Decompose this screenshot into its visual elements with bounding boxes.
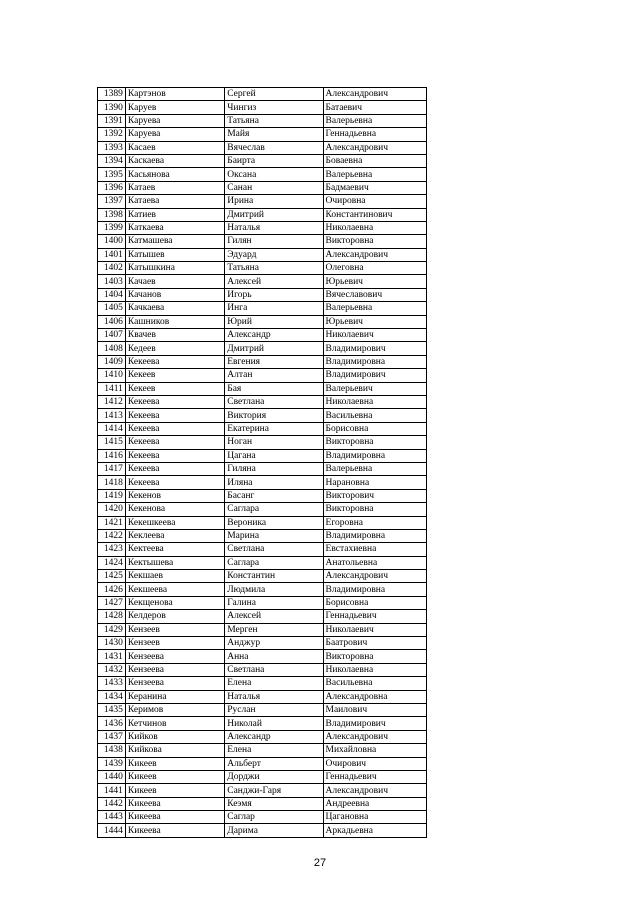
first-name-cell: Руслан	[225, 703, 323, 716]
table-row	[98, 583, 427, 596]
row-number-cell: 1410	[98, 369, 126, 382]
first-name-cell: Дарима	[225, 824, 323, 837]
first-name-cell: Альберт	[225, 757, 323, 770]
row-number-cell: 1439	[98, 757, 126, 770]
row-number-cell: 1432	[98, 663, 126, 676]
row-number-cell: 1406	[98, 315, 126, 328]
table-row	[98, 181, 427, 194]
first-name-cell: Людмила	[225, 583, 323, 596]
table-row	[98, 824, 427, 837]
row-number-cell: 1430	[98, 637, 126, 650]
name-list-body	[98, 88, 427, 838]
row-number-cell: 1436	[98, 717, 126, 730]
table-row	[98, 329, 427, 342]
patronymic-cell: Владимирович	[323, 342, 426, 355]
patronymic-cell: Нарановна	[323, 476, 426, 489]
row-number-cell: 1415	[98, 436, 126, 449]
patronymic-cell: Викторовна	[323, 650, 426, 663]
table-row	[98, 744, 427, 757]
last-name-cell: Кетчинов	[125, 717, 224, 730]
patronymic-cell: Александрович	[323, 141, 426, 154]
first-name-cell: Елена	[225, 744, 323, 757]
last-name-cell: Кикеева	[125, 797, 224, 810]
patronymic-cell: Александрович	[323, 570, 426, 583]
row-number-cell: 1408	[98, 342, 126, 355]
table-row	[98, 489, 427, 502]
last-name-cell: Катаев	[125, 181, 224, 194]
first-name-cell: Цагана	[225, 449, 323, 462]
first-name-cell: Кеэмя	[225, 797, 323, 810]
patronymic-cell: Александрович	[323, 88, 426, 101]
last-name-cell: Кензеев	[125, 637, 224, 650]
patronymic-cell: Егоровна	[323, 516, 426, 529]
patronymic-cell: Батаевич	[323, 101, 426, 114]
last-name-cell: Кеклеева	[125, 529, 224, 542]
last-name-cell: Катиев	[125, 208, 224, 221]
first-name-cell: Алексей	[225, 275, 323, 288]
last-name-cell: Кекенова	[125, 503, 224, 516]
table-row	[98, 288, 427, 301]
patronymic-cell: Геннадьевич	[323, 610, 426, 623]
table-row	[98, 770, 427, 783]
last-name-cell: Кекеева	[125, 395, 224, 408]
patronymic-cell: Борисовна	[323, 596, 426, 609]
row-number-cell: 1433	[98, 677, 126, 690]
table-row	[98, 395, 427, 408]
table-row	[98, 663, 427, 676]
patronymic-cell: Владимировна	[323, 449, 426, 462]
table-row	[98, 449, 427, 462]
patronymic-cell: Бадмаевич	[323, 181, 426, 194]
row-number-cell: 1400	[98, 235, 126, 248]
last-name-cell: Кекеева	[125, 436, 224, 449]
first-name-cell: Ноган	[225, 436, 323, 449]
first-name-cell: Дорджи	[225, 770, 323, 783]
last-name-cell: Керимов	[125, 703, 224, 716]
patronymic-cell: Константинович	[323, 208, 426, 221]
last-name-cell: Каруев	[125, 101, 224, 114]
last-name-cell: Качанов	[125, 288, 224, 301]
last-name-cell: Кекенов	[125, 489, 224, 502]
last-name-cell: Кашников	[125, 315, 224, 328]
table-row	[98, 503, 427, 516]
table-row	[98, 409, 427, 422]
first-name-cell: Майя	[225, 128, 323, 141]
first-name-cell: Татьяна	[225, 262, 323, 275]
patronymic-cell: Михайловна	[323, 744, 426, 757]
last-name-cell: Кикеева	[125, 811, 224, 824]
first-name-cell: Дмитрий	[225, 208, 323, 221]
row-number-cell: 1402	[98, 262, 126, 275]
row-number-cell: 1427	[98, 596, 126, 609]
first-name-cell: Анна	[225, 650, 323, 663]
last-name-cell: Каруева	[125, 114, 224, 127]
table-row	[98, 195, 427, 208]
row-number-cell: 1434	[98, 690, 126, 703]
table-row	[98, 637, 427, 650]
row-number-cell: 1393	[98, 141, 126, 154]
last-name-cell: Кикеева	[125, 824, 224, 837]
first-name-cell: Гиляна	[225, 462, 323, 475]
last-name-cell: Кектеева	[125, 543, 224, 556]
row-number-cell: 1425	[98, 570, 126, 583]
last-name-cell: Касьянова	[125, 168, 224, 181]
last-name-cell: Кекеева	[125, 462, 224, 475]
patronymic-cell: Баатрович	[323, 637, 426, 650]
first-name-cell: Басанг	[225, 489, 323, 502]
patronymic-cell: Викторовна	[323, 503, 426, 516]
table-row	[98, 610, 427, 623]
patronymic-cell: Валерьевна	[323, 114, 426, 127]
last-name-cell: Касаев	[125, 141, 224, 154]
first-name-cell: Наталья	[225, 221, 323, 234]
last-name-cell: Кекшаев	[125, 570, 224, 583]
patronymic-cell: Геннадьевич	[323, 770, 426, 783]
last-name-cell: Квачев	[125, 329, 224, 342]
row-number-cell: 1422	[98, 529, 126, 542]
row-number-cell: 1413	[98, 409, 126, 422]
row-number-cell: 1444	[98, 824, 126, 837]
first-name-cell: Инга	[225, 302, 323, 315]
table-row	[98, 529, 427, 542]
patronymic-cell: Боваевна	[323, 154, 426, 167]
patronymic-cell: Николаевна	[323, 395, 426, 408]
patronymic-cell: Олеговна	[323, 262, 426, 275]
last-name-cell: Кензеев	[125, 623, 224, 636]
patronymic-cell: Владимировна	[323, 355, 426, 368]
table-row	[98, 757, 427, 770]
row-number-cell: 1412	[98, 395, 126, 408]
first-name-cell: Вероника	[225, 516, 323, 529]
patronymic-cell: Евстахиевна	[323, 543, 426, 556]
row-number-cell: 1394	[98, 154, 126, 167]
table-row	[98, 382, 427, 395]
patronymic-cell: Вячеславович	[323, 288, 426, 301]
first-name-cell: Саглар	[225, 811, 323, 824]
patronymic-cell: Борисовна	[323, 422, 426, 435]
row-number-cell: 1419	[98, 489, 126, 502]
table-row	[98, 677, 427, 690]
last-name-cell: Кекеева	[125, 422, 224, 435]
patronymic-cell: Маилович	[323, 703, 426, 716]
row-number-cell: 1392	[98, 128, 126, 141]
last-name-cell: Кензеева	[125, 650, 224, 663]
first-name-cell: Дмитрий	[225, 342, 323, 355]
row-number-cell: 1395	[98, 168, 126, 181]
last-name-cell: Катышкина	[125, 262, 224, 275]
table-row	[98, 208, 427, 221]
last-name-cell: Кекеева	[125, 476, 224, 489]
first-name-cell: Юрий	[225, 315, 323, 328]
last-name-cell: Каскаева	[125, 154, 224, 167]
table-row	[98, 168, 427, 181]
patronymic-cell: Андреевна	[323, 797, 426, 810]
patronymic-cell: Анатольевна	[323, 556, 426, 569]
last-name-cell: Катмашева	[125, 235, 224, 248]
patronymic-cell: Юрьевич	[323, 315, 426, 328]
patronymic-cell: Васильевна	[323, 409, 426, 422]
row-number-cell: 1421	[98, 516, 126, 529]
last-name-cell: Кикеев	[125, 784, 224, 797]
patronymic-cell: Александрович	[323, 248, 426, 261]
patronymic-cell: Владимировна	[323, 529, 426, 542]
row-number-cell: 1403	[98, 275, 126, 288]
row-number-cell: 1440	[98, 770, 126, 783]
last-name-cell: Качаев	[125, 275, 224, 288]
first-name-cell: Гилян	[225, 235, 323, 248]
table-row	[98, 543, 427, 556]
first-name-cell: Евгения	[225, 355, 323, 368]
row-number-cell: 1442	[98, 797, 126, 810]
table-row	[98, 797, 427, 810]
first-name-cell: Константин	[225, 570, 323, 583]
table-row	[98, 462, 427, 475]
patronymic-cell: Юрьевич	[323, 275, 426, 288]
first-name-cell: Алексей	[225, 610, 323, 623]
first-name-cell: Вячеслав	[225, 141, 323, 154]
table-row	[98, 154, 427, 167]
row-number-cell: 1404	[98, 288, 126, 301]
last-name-cell: Кикеев	[125, 770, 224, 783]
first-name-cell: Наталья	[225, 690, 323, 703]
first-name-cell: Николай	[225, 717, 323, 730]
patronymic-cell: Аркадьевна	[323, 824, 426, 837]
table-row	[98, 422, 427, 435]
table-row	[98, 556, 427, 569]
table-row	[98, 717, 427, 730]
first-name-cell: Мерген	[225, 623, 323, 636]
first-name-cell: Светлана	[225, 543, 323, 556]
row-number-cell: 1428	[98, 610, 126, 623]
first-name-cell: Иляна	[225, 476, 323, 489]
row-number-cell: 1416	[98, 449, 126, 462]
last-name-cell: Кекщенова	[125, 596, 224, 609]
patronymic-cell: Александровна	[323, 690, 426, 703]
patronymic-cell: Валерьевич	[323, 382, 426, 395]
last-name-cell: Келдеров	[125, 610, 224, 623]
last-name-cell: Кекеева	[125, 355, 224, 368]
last-name-cell: Кекешкеева	[125, 516, 224, 529]
row-number-cell: 1429	[98, 623, 126, 636]
table-row	[98, 811, 427, 824]
first-name-cell: Ирина	[225, 195, 323, 208]
table-row	[98, 128, 427, 141]
last-name-cell: Каруева	[125, 128, 224, 141]
patronymic-cell: Валерьевна	[323, 462, 426, 475]
row-number-cell: 1391	[98, 114, 126, 127]
last-name-cell: Кедеев	[125, 342, 224, 355]
first-name-cell: Елена	[225, 677, 323, 690]
first-name-cell: Санджи-Гаря	[225, 784, 323, 797]
first-name-cell: Баирта	[225, 154, 323, 167]
table-row	[98, 436, 427, 449]
first-name-cell: Александр	[225, 730, 323, 743]
table-row	[98, 248, 427, 261]
patronymic-cell: Васильевна	[323, 677, 426, 690]
row-number-cell: 1398	[98, 208, 126, 221]
row-number-cell: 1405	[98, 302, 126, 315]
patronymic-cell: Очировна	[323, 195, 426, 208]
first-name-cell: Марина	[225, 529, 323, 542]
last-name-cell: Кензеева	[125, 663, 224, 676]
first-name-cell: Бая	[225, 382, 323, 395]
last-name-cell: Качкаева	[125, 302, 224, 315]
first-name-cell: Оксана	[225, 168, 323, 181]
last-name-cell: Кекшеева	[125, 583, 224, 596]
patronymic-cell: Николаевна	[323, 663, 426, 676]
table-row	[98, 476, 427, 489]
table-row	[98, 315, 427, 328]
patronymic-cell: Викторович	[323, 489, 426, 502]
row-number-cell: 1390	[98, 101, 126, 114]
row-number-cell: 1435	[98, 703, 126, 716]
last-name-cell: Кийков	[125, 730, 224, 743]
row-number-cell: 1420	[98, 503, 126, 516]
table-row	[98, 650, 427, 663]
last-name-cell: Каткаева	[125, 221, 224, 234]
patronymic-cell: Николаевич	[323, 623, 426, 636]
table-row	[98, 690, 427, 703]
row-number-cell: 1431	[98, 650, 126, 663]
row-number-cell: 1423	[98, 543, 126, 556]
table-row	[98, 369, 427, 382]
table-row	[98, 262, 427, 275]
first-name-cell: Игорь	[225, 288, 323, 301]
first-name-cell: Саглара	[225, 556, 323, 569]
patronymic-cell: Владимирович	[323, 369, 426, 382]
first-name-cell: Сергей	[225, 88, 323, 101]
table-row	[98, 101, 427, 114]
table-row	[98, 730, 427, 743]
table-row	[98, 342, 427, 355]
table-row	[98, 596, 427, 609]
row-number-cell: 1441	[98, 784, 126, 797]
last-name-cell: Кикеев	[125, 757, 224, 770]
last-name-cell: Керанина	[125, 690, 224, 703]
first-name-cell: Чингиз	[225, 101, 323, 114]
row-number-cell: 1437	[98, 730, 126, 743]
patronymic-cell: Цагановна	[323, 811, 426, 824]
table-row	[98, 703, 427, 716]
table-row	[98, 88, 427, 101]
row-number-cell: 1401	[98, 248, 126, 261]
first-name-cell: Светлана	[225, 663, 323, 676]
last-name-cell: Кензеева	[125, 677, 224, 690]
table-row	[98, 302, 427, 315]
first-name-cell: Анджур	[225, 637, 323, 650]
first-name-cell: Татьяна	[225, 114, 323, 127]
first-name-cell: Алтан	[225, 369, 323, 382]
patronymic-cell: Очирович	[323, 757, 426, 770]
table-row	[98, 114, 427, 127]
last-name-cell: Картэнов	[125, 88, 224, 101]
table-row	[98, 516, 427, 529]
first-name-cell: Светлана	[225, 395, 323, 408]
first-name-cell: Эдуард	[225, 248, 323, 261]
first-name-cell: Александр	[225, 329, 323, 342]
table-row	[98, 784, 427, 797]
table-row	[98, 355, 427, 368]
patronymic-cell: Валерьевна	[323, 168, 426, 181]
patronymic-cell: Николаевич	[323, 329, 426, 342]
row-number-cell: 1426	[98, 583, 126, 596]
last-name-cell: Кийкова	[125, 744, 224, 757]
last-name-cell: Катышев	[125, 248, 224, 261]
table-row	[98, 221, 427, 234]
patronymic-cell: Викторовна	[323, 436, 426, 449]
patronymic-cell: Викторовна	[323, 235, 426, 248]
patronymic-cell: Геннадьевна	[323, 128, 426, 141]
row-number-cell: 1417	[98, 462, 126, 475]
first-name-cell: Екатерина	[225, 422, 323, 435]
row-number-cell: 1397	[98, 195, 126, 208]
last-name-cell: Кекеев	[125, 382, 224, 395]
first-name-cell: Виктория	[225, 409, 323, 422]
table-row	[98, 141, 427, 154]
row-number-cell: 1389	[98, 88, 126, 101]
patronymic-cell: Николаевна	[323, 221, 426, 234]
page-number: 27	[313, 857, 327, 869]
table-row	[98, 275, 427, 288]
row-number-cell: 1411	[98, 382, 126, 395]
table-row	[98, 570, 427, 583]
last-name-cell: Кекеев	[125, 369, 224, 382]
last-name-cell: Кекеева	[125, 409, 224, 422]
last-name-cell: Кектышева	[125, 556, 224, 569]
first-name-cell: Санан	[225, 181, 323, 194]
row-number-cell: 1424	[98, 556, 126, 569]
row-number-cell: 1396	[98, 181, 126, 194]
first-name-cell: Саглара	[225, 503, 323, 516]
row-number-cell: 1407	[98, 329, 126, 342]
table-row	[98, 623, 427, 636]
row-number-cell: 1443	[98, 811, 126, 824]
name-list-table	[97, 87, 427, 838]
patronymic-cell: Владимировна	[323, 583, 426, 596]
row-number-cell: 1414	[98, 422, 126, 435]
first-name-cell: Галина	[225, 596, 323, 609]
last-name-cell: Катаева	[125, 195, 224, 208]
row-number-cell: 1418	[98, 476, 126, 489]
patronymic-cell: Александрович	[323, 784, 426, 797]
row-number-cell: 1438	[98, 744, 126, 757]
patronymic-cell: Валерьевна	[323, 302, 426, 315]
row-number-cell: 1399	[98, 221, 126, 234]
table-row	[98, 235, 427, 248]
patronymic-cell: Владимирович	[323, 717, 426, 730]
row-number-cell: 1409	[98, 355, 126, 368]
last-name-cell: Кекеева	[125, 449, 224, 462]
patronymic-cell: Александрович	[323, 730, 426, 743]
